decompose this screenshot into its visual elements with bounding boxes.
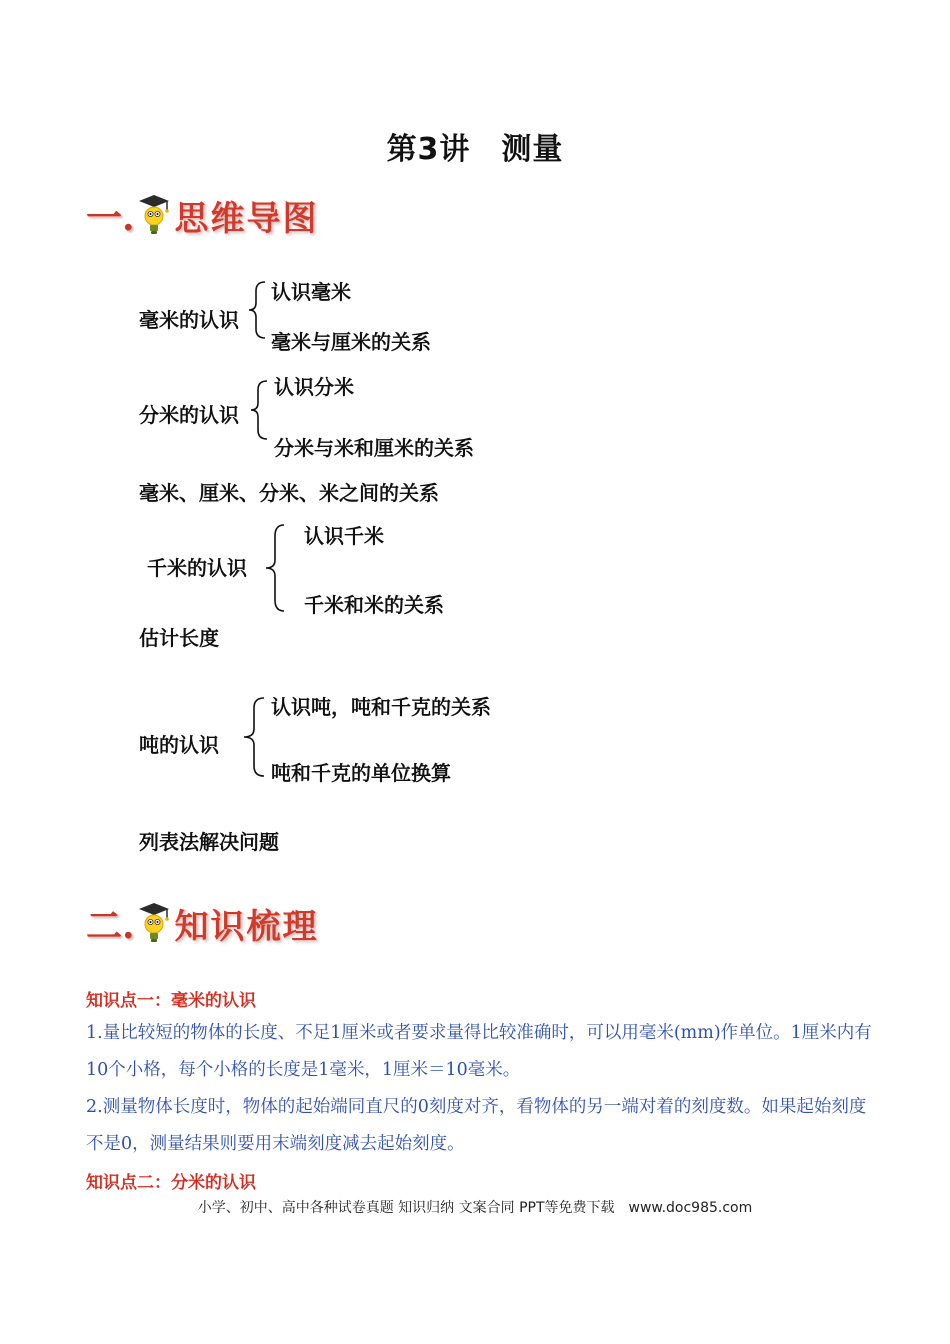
mindmap-branch: 认识分米 xyxy=(274,375,354,399)
mindmap-branch: 毫米与厘米的关系 xyxy=(271,330,431,354)
mindmap-branch: 认识毫米 xyxy=(271,280,351,304)
mindmap-branch: 吨和千克的单位换算 xyxy=(271,761,451,785)
brace-dm xyxy=(245,378,275,442)
mindmap-node-mm: 毫米的认识 xyxy=(139,308,239,332)
mindmap-node-km: 千米的认识 xyxy=(147,556,247,580)
mindmap-branch: 认识千米 xyxy=(304,524,384,548)
page-title: 第3讲 测量 xyxy=(386,132,564,167)
mindmap-branch: 千米和米的关系 xyxy=(304,593,444,617)
brace-km xyxy=(258,522,292,614)
mindmap-node-estimate: 估计长度 xyxy=(139,626,219,650)
graduate-bulb-icon xyxy=(135,192,173,238)
mindmap-node-ton: 吨的认识 xyxy=(139,733,219,757)
section-header-mindmap xyxy=(86,190,319,240)
knowledge-paragraph: 2.测量物体长度时，物体的起始端同直尺的0刻度对齐，看物体的另一端对着的刻度数。如果起始刻度不是0，测量结果则要用末端刻度减去起始刻度。 xyxy=(86,1097,867,1154)
mindmap-node-dm: 分米的认识 xyxy=(139,403,239,427)
page-footer: 小学、初中、高中各种试卷真题 知识归纳 文案合同 PPT等免费下载 www.doc985.com xyxy=(197,1200,753,1216)
mindmap-node-relation: 毫米、厘米、分米、米之间的关系 xyxy=(139,481,439,505)
knowledge-paragraph: 1.量比较短的物体的长度、不足1厘米或者要求量得比较准确时，可以用毫米(mm)作单位。1厘米内有10个小格，每个小格的长度是1毫米，1厘米＝10毫米。 xyxy=(86,1023,872,1080)
knowledge-point-title: 知识点二：分米的认识 xyxy=(86,1173,256,1193)
brace-ton xyxy=(234,695,274,779)
section-number: 一. xyxy=(86,196,135,239)
mindmap-node-table: 列表法解决问题 xyxy=(139,830,279,854)
section-header-knowledge xyxy=(86,898,319,948)
knowledge-point-title: 知识点一：毫米的认识 xyxy=(86,991,256,1011)
mindmap-branch: 认识吨，吨和千克的关系 xyxy=(271,695,491,719)
mindmap-branch: 分米与米和厘米的关系 xyxy=(274,436,474,460)
section-number: 二. xyxy=(86,904,135,947)
section-label: 知识梳理 xyxy=(174,906,319,947)
graduate-bulb-icon xyxy=(135,900,173,946)
section-label: 思维导图 xyxy=(174,198,319,239)
brace-mm xyxy=(243,279,273,341)
